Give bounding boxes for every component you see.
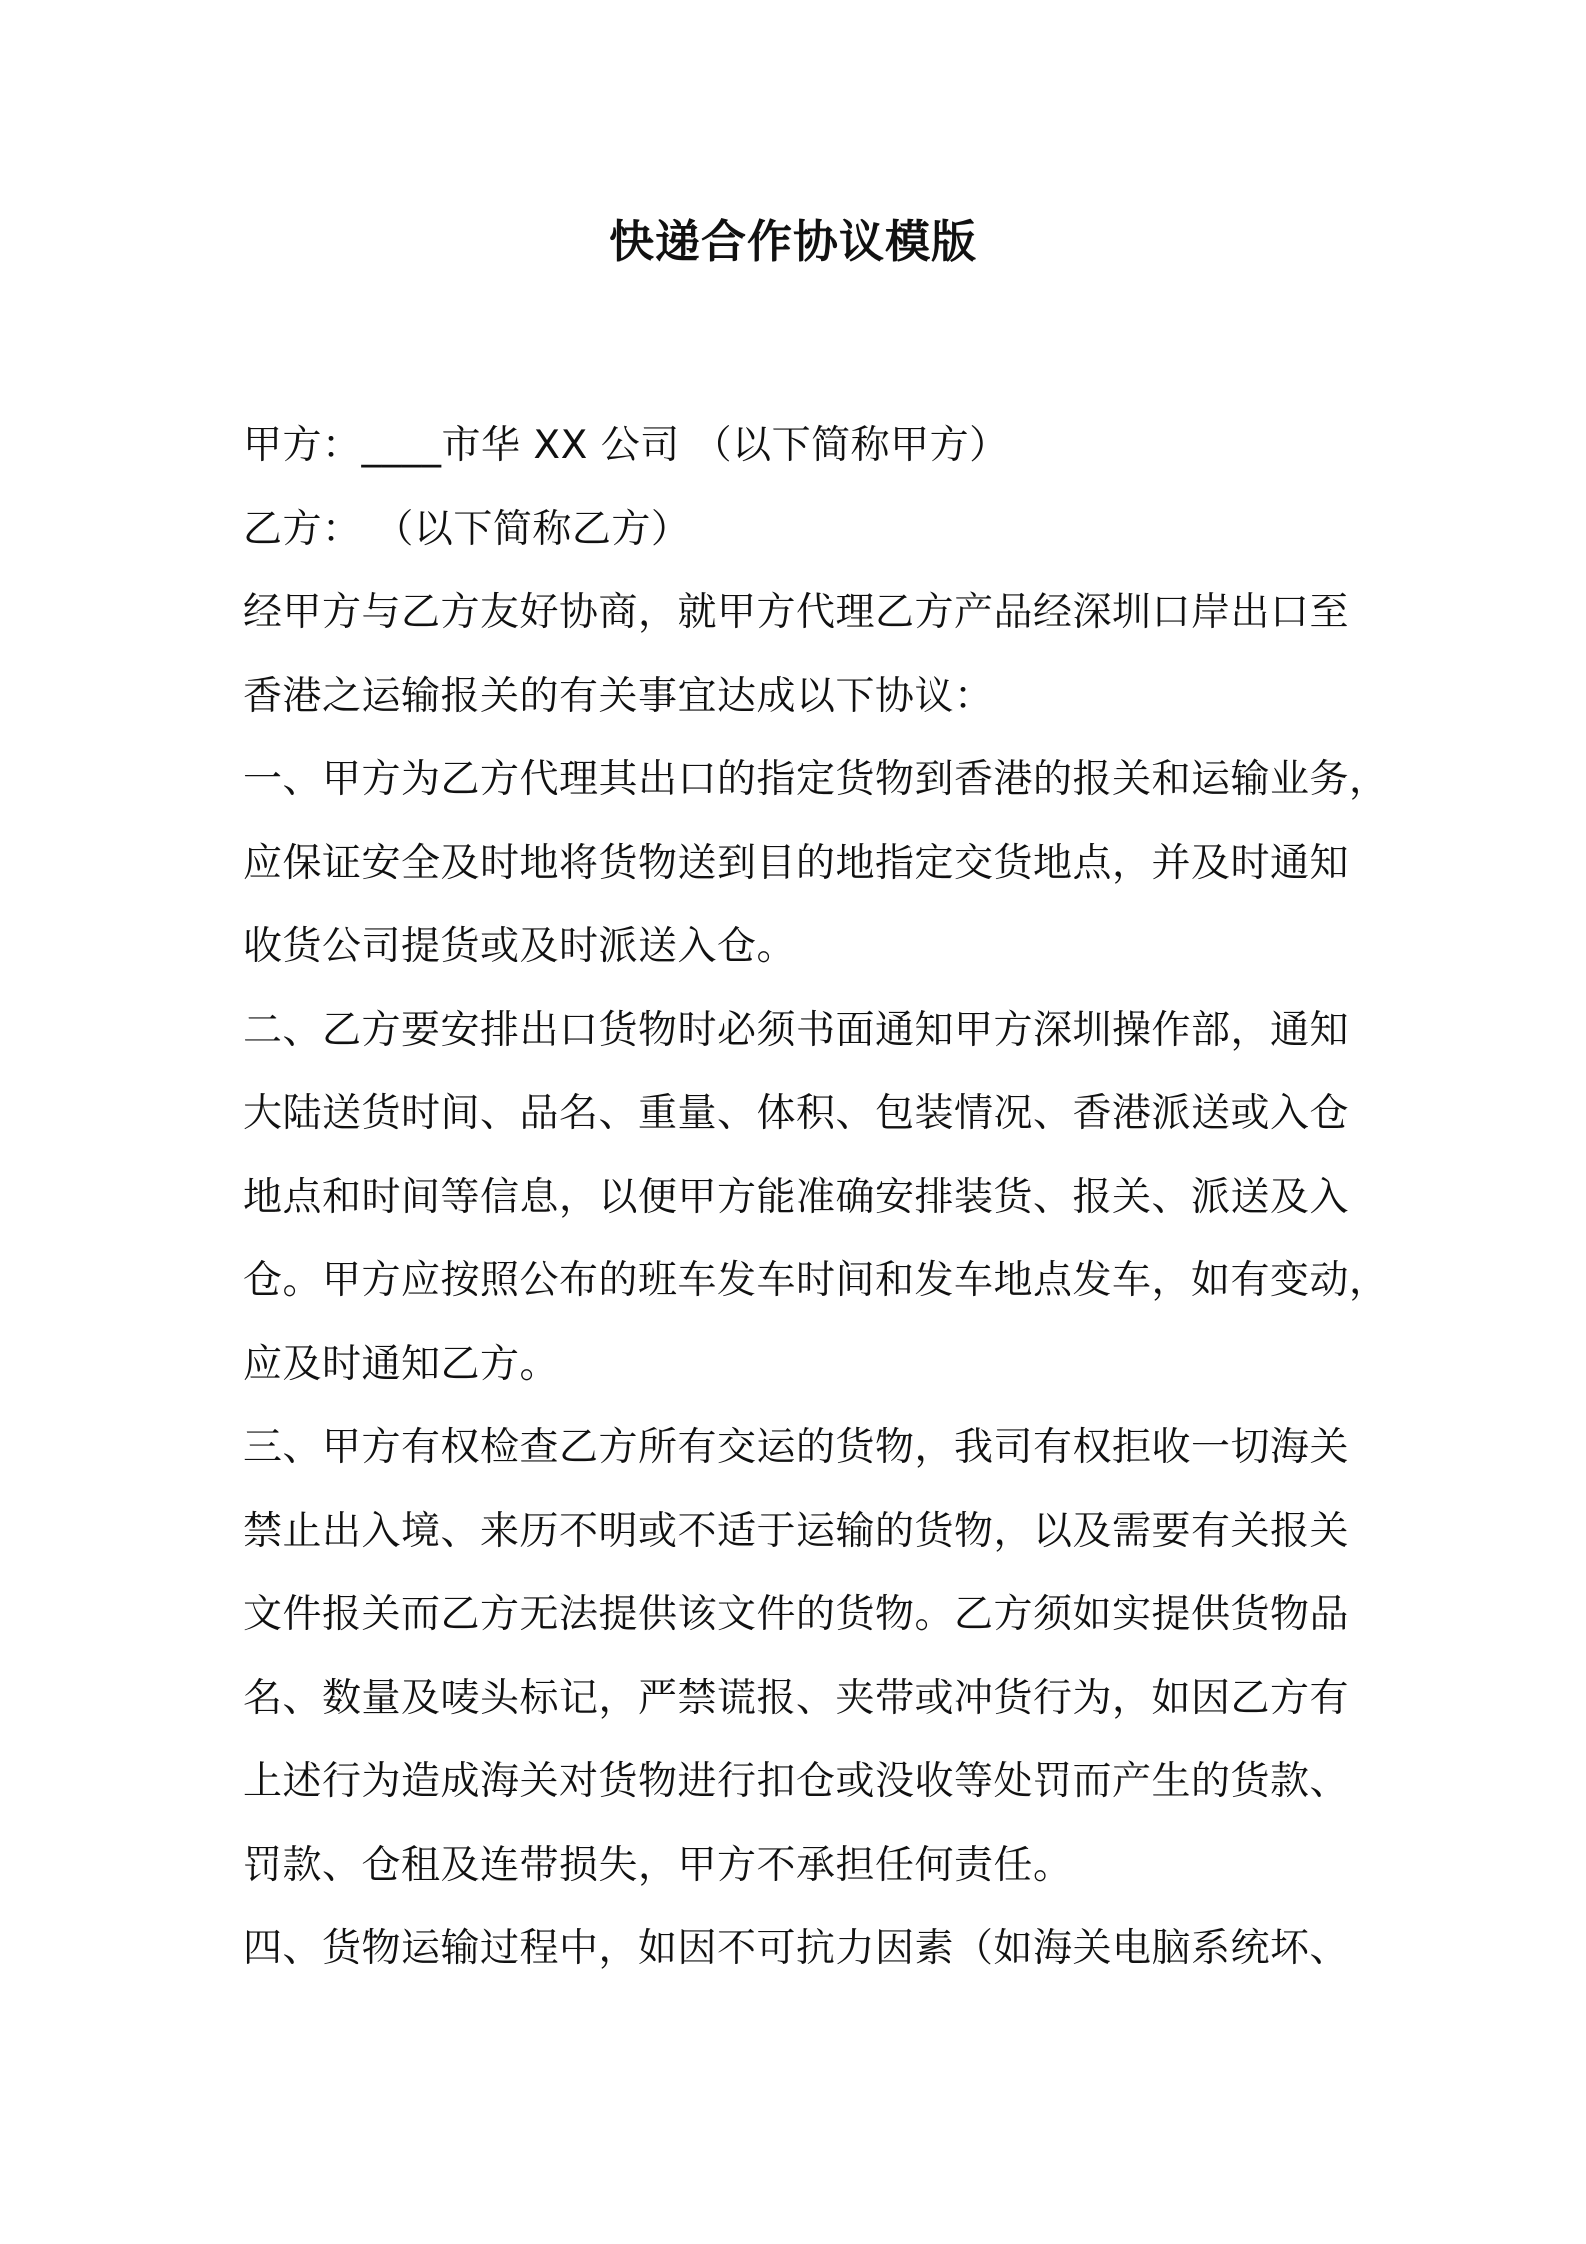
clause-3-line: 禁止出入境、来历不明或不适于运输的货物，以及需要有关报关 xyxy=(243,1508,1350,1554)
preamble-line: 经甲方与乙方友好协商，就甲方代理乙方产品经深圳口岸出口至 xyxy=(243,590,1350,635)
preamble-line: 香港之运输报关的有关事宜达成以下协议： xyxy=(243,673,994,719)
clause-2-line: 地点和时间等信息，以便甲方能准确安排装货、报关、派送及入 xyxy=(243,1174,1350,1220)
clause-2-line: 大陆送货时间、品名、重量、体积、包装情况、香港派送或入仓 xyxy=(243,1091,1350,1136)
clause-2-line: 应及时通知乙方。 xyxy=(243,1341,560,1387)
document-body xyxy=(243,404,1389,1991)
clause-3-line: 文件报关而乙方无法提供该文件的货物。乙方须如实提供货物品 xyxy=(243,1592,1350,1637)
clause-3-line: 罚款、仓租及连带损失，甲方不承担任何责任。 xyxy=(243,1842,1073,1888)
party-b-line: 乙方： （以下简称乙方） xyxy=(243,506,691,552)
clause-3-line: 三、甲方有权检查乙方所有交运的货物，我司有权拒收一切海关 xyxy=(243,1425,1350,1470)
clause-2-line: 仓。甲方应按照公布的班车发车时间和发车地点发车，如有变动， xyxy=(243,1258,1389,1303)
clause-2-line: 二、乙方要安排出口货物时必须书面通知甲方深圳操作部，通知 xyxy=(243,1007,1350,1053)
document-title: 快递合作协议模版 xyxy=(608,215,977,268)
clause-4-line: 四、货物运输过程中，如因不可抗力因素（如海关电脑系统坏、 xyxy=(243,1926,1350,1971)
clause-3-line: 上述行为造成海关对货物进行扣仓或没收等处罚而产生的货款、 xyxy=(243,1759,1350,1804)
clause-1-line: 收货公司提货或及时派送入仓。 xyxy=(243,924,797,969)
clause-1-line: 一、甲方为乙方代理其出口的指定货物到香港的报关和运输业务， xyxy=(243,757,1389,802)
clause-1-line: 应保证安全及时地将货物送到目的地指定交货地点，并及时通知 xyxy=(243,840,1350,886)
party-a-line: 甲方：____市华 XX 公司 （以下简称甲方） xyxy=(243,423,1009,468)
clause-3-line: 名、数量及唛头标记，严禁谎报、夹带或冲货行为，如因乙方有 xyxy=(243,1675,1350,1721)
